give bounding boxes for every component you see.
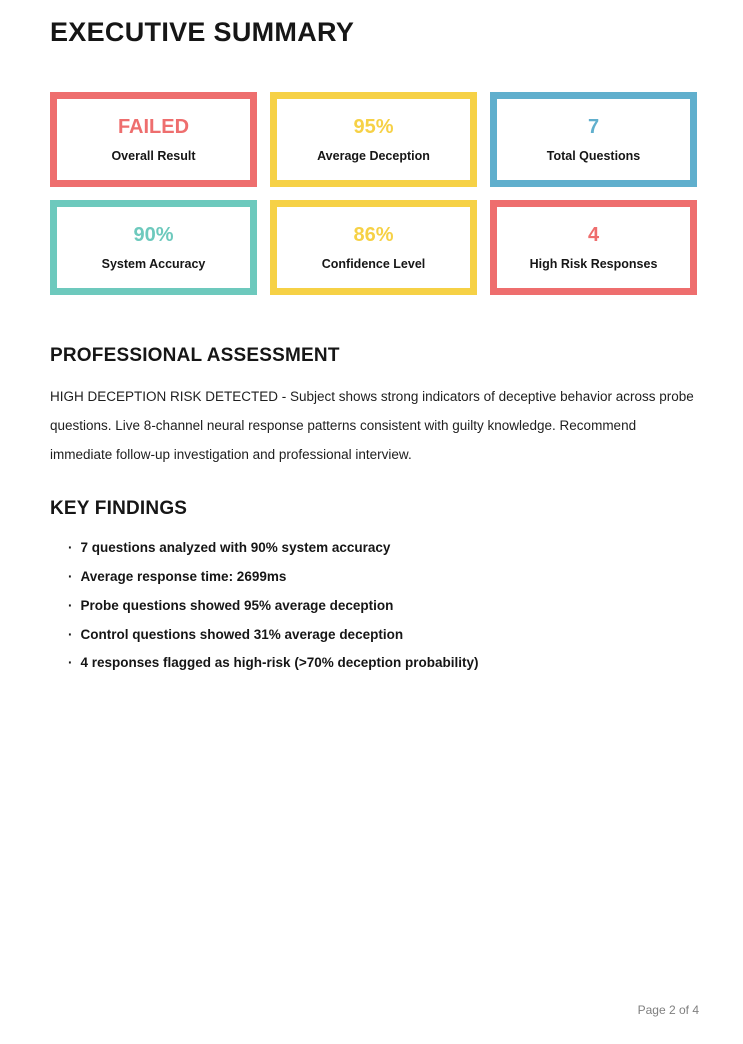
stat-card-overall-result	[50, 92, 257, 187]
professional-assessment-heading: PROFESSIONAL ASSESSMENT	[50, 345, 340, 367]
page-number: Page 2 of 4	[637, 1003, 699, 1017]
stat-label-high-risk-responses: High Risk Responses	[529, 257, 658, 272]
page-title: EXECUTIVE SUMMARY	[50, 17, 355, 47]
stat-label-confidence-level: Confidence Level	[321, 257, 426, 272]
stat-value-system-accuracy: 90%	[133, 224, 174, 247]
key-finding-item: · 7 questions analyzed with 90% system accuracy	[68, 541, 697, 556]
key-findings-list	[50, 541, 697, 671]
stat-card-system-accuracy	[50, 200, 257, 295]
stat-label-total-questions: Total Questions	[546, 149, 641, 164]
professional-assessment-text: HIGH DECEPTION RISK DETECTED - Subject shows strong indicators of deceptive behavior across probe questions. Live 8-channel neural response patterns consistent with guilty knowledge. Recommend immediate follow-up investigation and professional interview.	[50, 389, 694, 463]
key-findings-heading: KEY FINDINGS	[50, 498, 188, 520]
stat-value-average-deception: 95%	[353, 116, 394, 139]
key-finding-item: · Average response time: 2699ms	[68, 570, 697, 585]
stat-value-total-questions: 7	[587, 116, 600, 139]
stat-label-average-deception: Average Deception	[317, 149, 430, 164]
stat-value-high-risk-responses: 4	[587, 224, 600, 247]
stat-label-system-accuracy: System Accuracy	[101, 257, 206, 272]
key-finding-item: · 4 responses flagged as high-risk (>70% deception probability)	[68, 656, 697, 671]
stat-card-total-questions	[490, 92, 697, 187]
stat-value-confidence-level: 86%	[353, 224, 394, 247]
stat-card-confidence-level	[270, 200, 477, 295]
key-finding-item: · Probe questions showed 95% average deception	[68, 599, 697, 614]
stat-card-average-deception	[270, 92, 477, 187]
stat-label-overall-result: Overall Result	[111, 149, 196, 164]
key-finding-item: · Control questions showed 31% average deception	[68, 628, 697, 643]
summary-stat-cards	[50, 92, 697, 295]
stat-card-high-risk-responses	[490, 200, 697, 295]
stat-value-overall-result: FAILED	[117, 116, 190, 139]
